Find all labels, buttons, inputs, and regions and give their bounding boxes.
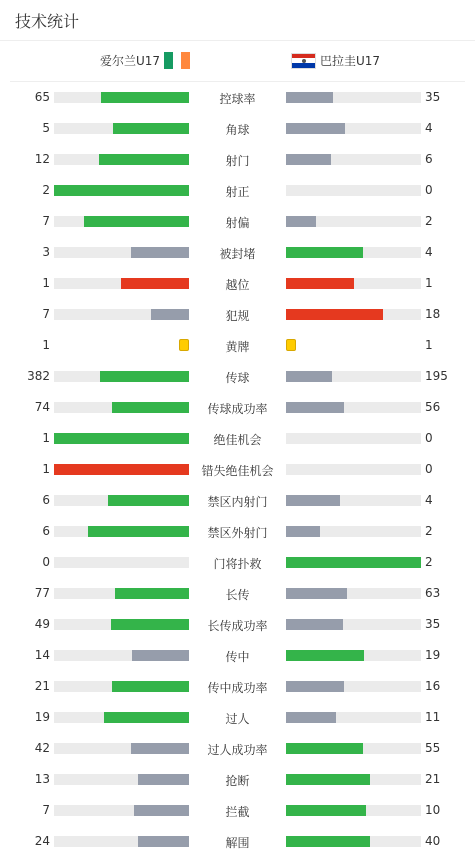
header bbox=[0, 0, 475, 41]
away-bar-track bbox=[286, 743, 421, 754]
home-bar-track bbox=[54, 650, 189, 661]
home-bar-fill bbox=[115, 588, 189, 599]
away-bar-track bbox=[286, 154, 421, 165]
home-bar-track bbox=[54, 774, 189, 785]
away-bar-track bbox=[286, 650, 421, 661]
away-bar-track bbox=[286, 309, 421, 320]
away-stat-value: 6 bbox=[425, 152, 433, 166]
stat-row bbox=[0, 454, 475, 485]
home-bar-fill bbox=[138, 774, 189, 785]
stat-row bbox=[0, 113, 475, 144]
home-bar-fill bbox=[108, 495, 189, 506]
stat-row bbox=[0, 237, 475, 268]
away-stat-value: 2 bbox=[425, 555, 433, 569]
away-bar-fill bbox=[286, 154, 331, 165]
home-team[interactable] bbox=[100, 52, 190, 69]
away-stat-value: 35 bbox=[425, 90, 441, 104]
stat-label: 被封堵 bbox=[219, 247, 256, 261]
home-stat-value: 42 bbox=[34, 741, 50, 755]
stats-list bbox=[0, 82, 475, 857]
away-bar-track bbox=[286, 557, 421, 568]
away-bar-track bbox=[286, 712, 421, 723]
away-stat-value: 4 bbox=[425, 245, 433, 259]
home-bar-fill bbox=[138, 836, 189, 847]
stat-row bbox=[0, 640, 475, 671]
away-bar-fill bbox=[286, 495, 340, 506]
home-stat-value: 2 bbox=[42, 183, 50, 197]
away-stat-value: 0 bbox=[425, 183, 433, 197]
stat-row bbox=[0, 485, 475, 516]
home-bar-fill bbox=[151, 309, 189, 320]
home-bar-track bbox=[54, 712, 189, 723]
page-title: 技术统计 bbox=[15, 12, 80, 31]
home-stat-value: 5 bbox=[42, 121, 50, 135]
stat-label: 拦截 bbox=[225, 805, 250, 819]
stat-label: 传中成功率 bbox=[207, 681, 268, 695]
stat-label: 传球 bbox=[225, 371, 250, 385]
stat-row bbox=[0, 299, 475, 330]
home-bar-fill bbox=[112, 681, 189, 692]
away-stat-value: 55 bbox=[425, 741, 441, 755]
away-bar-track bbox=[286, 836, 421, 847]
home-stat-value: 1 bbox=[42, 276, 50, 290]
home-bar-fill bbox=[88, 526, 189, 537]
away-bar-track bbox=[286, 526, 421, 537]
stat-label: 禁区外射门 bbox=[207, 526, 268, 540]
home-bar-track bbox=[54, 92, 189, 103]
away-stat-value: 10 bbox=[425, 803, 441, 817]
stat-row bbox=[0, 330, 475, 361]
stat-row bbox=[0, 206, 475, 237]
home-team-name: 爱尔兰U17 bbox=[99, 54, 160, 68]
home-bar-track bbox=[54, 247, 189, 258]
home-stat-value: 382 bbox=[27, 369, 50, 383]
home-stat-value: 6 bbox=[42, 524, 50, 538]
home-stat-value: 77 bbox=[34, 586, 50, 600]
stat-row bbox=[0, 795, 475, 826]
home-stat-value: 13 bbox=[34, 772, 50, 786]
home-bar-track bbox=[54, 526, 189, 537]
home-bar-fill bbox=[54, 185, 189, 196]
away-bar-track bbox=[286, 681, 421, 692]
home-stat-value: 21 bbox=[34, 679, 50, 693]
stat-label: 解围 bbox=[225, 836, 250, 850]
yellow-card-icon bbox=[179, 339, 189, 351]
stat-row bbox=[0, 826, 475, 857]
stat-label: 角球 bbox=[225, 123, 250, 137]
away-bar-fill bbox=[286, 774, 370, 785]
home-bar-fill bbox=[99, 154, 189, 165]
stat-row bbox=[0, 82, 475, 113]
home-bar-track bbox=[54, 185, 189, 196]
away-bar-fill bbox=[286, 216, 316, 227]
home-stat-value: 49 bbox=[34, 617, 50, 631]
stat-row bbox=[0, 671, 475, 702]
stat-label: 长传成功率 bbox=[207, 619, 268, 633]
away-stat-value: 21 bbox=[425, 772, 441, 786]
stat-row bbox=[0, 578, 475, 609]
stat-row bbox=[0, 361, 475, 392]
away-bar-fill bbox=[286, 278, 354, 289]
away-stat-value: 16 bbox=[425, 679, 441, 693]
home-stat-value: 12 bbox=[34, 152, 50, 166]
away-bar-track bbox=[286, 495, 421, 506]
away-team-name: 巴拉圭U17 bbox=[320, 54, 381, 68]
away-bar-track bbox=[286, 464, 421, 475]
stat-label: 射正 bbox=[225, 185, 250, 199]
home-stat-value: 14 bbox=[34, 648, 50, 662]
home-bar-track bbox=[54, 495, 189, 506]
home-bar-track bbox=[54, 433, 189, 444]
home-bar-track bbox=[54, 371, 189, 382]
home-stat-value: 1 bbox=[42, 338, 50, 352]
home-bar-fill bbox=[134, 805, 189, 816]
away-bar-fill bbox=[286, 371, 332, 382]
away-bar-fill bbox=[286, 526, 320, 537]
away-stat-value: 18 bbox=[425, 307, 441, 321]
stat-label: 过人成功率 bbox=[207, 743, 268, 757]
home-stat-value: 1 bbox=[42, 431, 50, 445]
home-bar-fill bbox=[100, 371, 189, 382]
stat-label: 错失绝佳机会 bbox=[201, 464, 274, 478]
home-bar-fill bbox=[84, 216, 189, 227]
home-stat-value: 0 bbox=[42, 555, 50, 569]
home-bar-fill bbox=[131, 743, 189, 754]
stat-label: 传中 bbox=[225, 650, 250, 664]
home-stat-value: 24 bbox=[34, 834, 50, 848]
stat-row bbox=[0, 423, 475, 454]
away-bar-fill bbox=[286, 247, 363, 258]
away-stat-value: 4 bbox=[425, 121, 433, 135]
stat-row bbox=[0, 702, 475, 733]
away-stat-value: 19 bbox=[425, 648, 441, 662]
away-stat-value: 11 bbox=[425, 710, 441, 724]
away-stat-value: 63 bbox=[425, 586, 441, 600]
away-bar-track bbox=[286, 185, 421, 196]
home-bar-fill bbox=[101, 92, 189, 103]
stat-row bbox=[0, 609, 475, 640]
away-stat-value: 4 bbox=[425, 493, 433, 507]
away-bar-fill bbox=[286, 92, 333, 103]
stat-label: 绝佳机会 bbox=[213, 433, 262, 447]
home-stat-value: 74 bbox=[34, 400, 50, 414]
stat-label: 过人 bbox=[225, 712, 250, 726]
home-bar-fill bbox=[104, 712, 189, 723]
away-bar-track bbox=[286, 588, 421, 599]
home-bar-fill bbox=[113, 123, 189, 134]
away-bar-track bbox=[286, 278, 421, 289]
away-bar-track bbox=[286, 774, 421, 785]
home-stat-value: 6 bbox=[42, 493, 50, 507]
stat-row bbox=[0, 268, 475, 299]
home-stat-value: 3 bbox=[42, 245, 50, 259]
home-bar-track bbox=[54, 557, 189, 568]
ireland-flag-icon bbox=[164, 52, 190, 69]
away-bar-fill bbox=[286, 557, 421, 568]
home-bar-track bbox=[54, 743, 189, 754]
stat-row bbox=[0, 516, 475, 547]
away-bar-track bbox=[286, 247, 421, 258]
home-bar-fill bbox=[132, 650, 189, 661]
home-bar-fill bbox=[131, 247, 189, 258]
home-stat-value: 19 bbox=[34, 710, 50, 724]
stat-row bbox=[0, 175, 475, 206]
stat-label: 黄牌 bbox=[225, 340, 250, 354]
away-stat-value: 2 bbox=[425, 214, 433, 228]
home-bar-fill bbox=[111, 619, 189, 630]
home-stat-value: 65 bbox=[34, 90, 50, 104]
away-bar-fill bbox=[286, 588, 347, 599]
away-bar-track bbox=[286, 123, 421, 134]
away-bar-fill bbox=[286, 805, 366, 816]
away-bar-track bbox=[286, 619, 421, 630]
home-bar-fill bbox=[54, 433, 189, 444]
away-stat-value: 195 bbox=[425, 369, 448, 383]
away-stat-value: 0 bbox=[425, 431, 433, 445]
home-bar-track bbox=[54, 805, 189, 816]
away-stat-value: 2 bbox=[425, 524, 433, 538]
home-bar-track bbox=[54, 836, 189, 847]
stat-label: 犯规 bbox=[225, 309, 250, 323]
away-bar-fill bbox=[286, 619, 343, 630]
away-bar-fill bbox=[286, 836, 370, 847]
stat-label: 传球成功率 bbox=[207, 402, 268, 416]
away-team[interactable] bbox=[291, 52, 380, 69]
yellow-card-icon bbox=[286, 339, 296, 351]
home-bar-track bbox=[54, 216, 189, 227]
away-stat-value: 1 bbox=[425, 338, 433, 352]
away-bar-track bbox=[286, 402, 421, 413]
teams-row bbox=[10, 41, 465, 82]
away-stat-value: 35 bbox=[425, 617, 441, 631]
home-stat-value: 7 bbox=[42, 307, 50, 321]
home-bar-track bbox=[54, 123, 189, 134]
stat-label: 长传 bbox=[225, 588, 250, 602]
stat-label: 控球率 bbox=[219, 92, 256, 106]
home-bar-track bbox=[54, 402, 189, 413]
stat-row bbox=[0, 144, 475, 175]
stat-row bbox=[0, 764, 475, 795]
home-bar-track bbox=[54, 588, 189, 599]
away-stat-value: 1 bbox=[425, 276, 433, 290]
away-bar-fill bbox=[286, 681, 344, 692]
away-bar-track bbox=[286, 92, 421, 103]
stat-label: 抢断 bbox=[225, 774, 250, 788]
home-bar-fill bbox=[121, 278, 189, 289]
stat-label: 禁区内射门 bbox=[207, 495, 268, 509]
away-bar-fill bbox=[286, 309, 383, 320]
away-bar-fill bbox=[286, 650, 364, 661]
away-bar-track bbox=[286, 216, 421, 227]
home-bar-track bbox=[54, 309, 189, 320]
stat-row bbox=[0, 733, 475, 764]
stat-label: 越位 bbox=[225, 278, 250, 292]
stat-label: 门将扑救 bbox=[213, 557, 262, 571]
away-bar-track bbox=[286, 805, 421, 816]
home-stat-value: 7 bbox=[42, 803, 50, 817]
home-bar-track bbox=[54, 464, 189, 475]
stat-row bbox=[0, 547, 475, 578]
home-bar-track bbox=[54, 681, 189, 692]
stat-label: 射门 bbox=[225, 154, 250, 168]
home-stat-value: 7 bbox=[42, 214, 50, 228]
paraguay-flag-icon bbox=[291, 53, 316, 69]
away-bar-track bbox=[286, 433, 421, 444]
away-bar-track bbox=[286, 371, 421, 382]
home-stat-value: 1 bbox=[42, 462, 50, 476]
away-bar-fill bbox=[286, 743, 363, 754]
away-stat-value: 0 bbox=[425, 462, 433, 476]
home-bar-track bbox=[54, 619, 189, 630]
stat-row bbox=[0, 392, 475, 423]
away-bar-fill bbox=[286, 123, 345, 134]
away-bar-fill bbox=[286, 402, 344, 413]
stat-label: 射偏 bbox=[225, 216, 250, 230]
home-bar-fill bbox=[112, 402, 189, 413]
home-bar-track bbox=[54, 154, 189, 165]
away-stat-value: 40 bbox=[425, 834, 441, 848]
home-bar-track bbox=[54, 278, 189, 289]
home-bar-fill bbox=[54, 464, 189, 475]
away-stat-value: 56 bbox=[425, 400, 441, 414]
away-bar-fill bbox=[286, 712, 336, 723]
